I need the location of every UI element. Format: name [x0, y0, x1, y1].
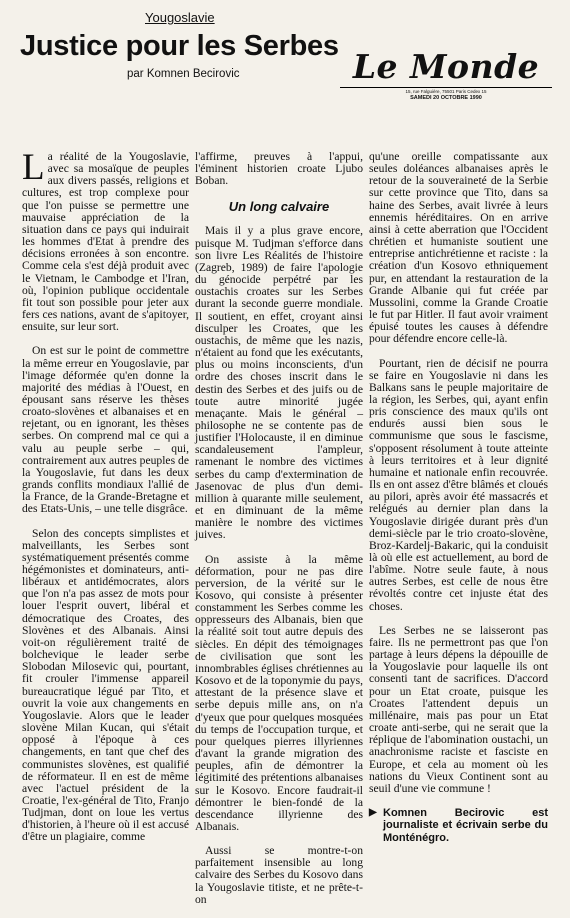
author-bio-text: Komnen Becirovic est journaliste et écrivain serbe du Monténégro.	[383, 806, 548, 844]
paragraph: Les Serbes ne se laisseront pas faire. Ils ne permettront pas que l'on partage à leurs dépens la dépouille de la Yougoslavie pour laquelle ils ont consenti tant de sacrifices. D'accord pour un Etat croate, puisque les Croates l'attendent depuis un millénaire, mais pas pour un Etat croate anti-serbe, qui ne serait que la réplique de l'abomination oustachi, un anachronisme raciste et fasciste en Europe, et cela au moment où les nations du Vieux Continent sont au seuil d'une vie commune !	[369, 623, 548, 795]
masthead-address: 15, rue Falguière, 75501 Paris Cedex 15	[405, 89, 487, 94]
drop-cap: L	[22, 147, 45, 188]
paragraph: Mais il y a plus grave encore, puisque M. Tudjman s'efforce dans son livre Les Réalités de l'histoire (Zagreb, 1989) de faire l'apologie du génocide perpétré par les oustachis croates sur les Serbes durant la seconde guerre mondiale. Il soutient, en effet, croyant ainsi disculper les Croates, que les oustachis, de même que les nazis, n'étaient au fond que les exécutants, plus ou moins inconscients, d'un ordre des choses inscrit dans le destin des Serbes et des juifs ou de toute autre minorité jugée menaçante. Mais le général – philosophe ne se contente pas de justifier l'Holocauste, il en diminue scandaleusement l'ampleur, ramenant le nombre des victimes serbes du camp d'extermination de Jasenovac de plus d'un demi-million à quarante mille seulement, et en diminuant de la même manière le nombre des victimes juives.	[195, 224, 363, 542]
triangle-bullet-icon: ▶	[369, 806, 377, 818]
subheading: Un long calvaire	[228, 199, 330, 215]
paragraph: On assiste à la même déformation, pour ne pas dire perversion, de la vérité sur le Kosovo, qui consiste à présenter constamment les Serbes comme les oppresseurs des Albanais, bien que la réalité soit tout autre depuis des siècles. En dépit des témoignages de civilisation que sont les innombrables églises chrétiennes au Kosovo et de la toponymie du pays, attestant de la présence slave et serbe depuis mille ans, on n'a d'yeux que pour quelques mosquées du temps de l'occupation turque, et pour quelques pierres illyriennes d'avant la grande migration des peuples, afin de démontrer la légitimité des prétentions albanaises sur le Kosovo. Encore faudrait-il démontrer le bien-fondé de la descendance illyrienne des Albanais.	[195, 552, 363, 833]
paragraph: l'affirme, preuves à l'appui, l'éminent historien croate Ljubo Boban.	[195, 150, 363, 188]
paragraph: Aussi se montre-t-on parfaitement insensible au long calvaire des Serbes du Kosovo dans la Yougoslavie titiste, et ne prête-t-on	[195, 844, 363, 906]
article-column-2	[195, 151, 363, 918]
article-column-3	[369, 151, 548, 844]
author-bio	[369, 807, 548, 845]
paragraph: On est sur le point de commettre la même erreur en Yougoslavie, par l'image déformée qu'en donne la majorité des médias à l'Ouest, en épousant sans réserve les thèses croato-slovènes et albanaises et en rejetant, ou en ignorant, les thèses serbes. On comprend mal ce qui a valu au peuple serbe – qui, contrairement aux autres peuples de la Yougoslavie, fut dans les deux grands conflits mondiaux l'allié de la France, de la Grande-Bretagne et des Etats-Unis, – une telle disgrâce.	[22, 344, 189, 516]
paragraph-text: a réalité de la Yougoslavie, avec sa mosaïque de peuples aux divers passés, religions et cultures, est trop complexe pour que l'on puisse se permettre une mauvaise appréciation de la situation dans ce pays qui induirait les hommes d'Etat à prendre des décisions erronées à son encontre. Comme cela s'est déjà produit avec le Vietnam, le Cambodge et l'Iran, où, l'opinion publique occidentale fit tout son possible pour jeter aux fers ces nations, avant de s'apitoyer, ensuite, sur leur sort.	[22, 150, 189, 334]
paragraph: qu'une oreille compatissante aux seules doléances albanaises après le retour de la souveraineté de la Serbie sur cette province que Tito, dans sa haine des Serbes, avait livrée à leurs ennemis héréditaires. On en arrive ainsi à cette aberration que l'Occident chrétien et humaniste soutient une entreprise antichrétienne et raciste : la création d'un Kosovo ethniquement pur, en attendant la restauration de la Grande Albanie qui fut créée par Mussolini, comme la Grande Croatie le fut par Hitler. Il faut avoir vraiment épuisé toutes les causes à défendre pour défendre encore celle-là.	[369, 150, 548, 346]
masthead-date: SAMEDI 20 OCTOBRE 1990	[410, 95, 482, 101]
paragraph: Selon des concepts simplistes et malveillants, les Serbes sont systématiquement présentés comme hégémonistes et dominateurs, anti-libéraux et antidémocrates, alors que l'on n'a pas assez de mots pour louer l'esprit ouvert, libéral et démocratique des Croates, des Slovènes et des Albanais. Ainsi voit-on régulièrement traité de bolchevique le leader serbe Slobodan Milosevic qui, pourtant, fit crouler l'immense appareil bureaucratique légué par Tito, et ouvrit la voie aux changements en Yougoslavie. Alors que le leader slovène Milan Kucan, qui s'était opposé à l'époque à ces changements, en tant que chef des communistes slovènes, est qualifié de réformateur. Il en est de même avec l'actuel président de la Croatie, l'ex-général de Tito, Franjo Tudjman, dont on loue les vertus d'historien, à l'heure où il est accusé d'être un plagiaire, comme	[22, 526, 189, 844]
section-label: Yougoslavie	[145, 10, 215, 25]
paragraph: Pourtant, rien de décisif ne pourra se faire en Yougoslavie ni dans les Balkans sans le peuple majoritaire de la région, les Serbes, qui, ayant enfin pris conscience des maux qu'ils ont endurés aussi bien sous le communisme que sous le fascisme, s'opposent résolument à toute atteinte à leurs territoires et à leur dignité humaine et nationale enfin recouvrée. Ils en ont assez d'être blâmés et cloués au pilori, après avoir été massacrés et relégués au dernier plan dans la Yougoslavie dirigée durant près d'un demi-siècle par le trio croato-slovène, Broz-Kardelj-Bakaric, qui la conduisit là où elle est actuellement, au bord de l'abîme. Notre seule faute, à nous autres Serbes, est celle de nous être révoltés contre cet injuste état des choses.	[369, 356, 548, 613]
paragraph	[22, 147, 189, 334]
article-title: Justice pour les Serbes	[20, 30, 339, 62]
byline: par Komnen Becirovic	[127, 68, 240, 80]
article-column-1	[22, 147, 189, 856]
masthead-logo: Le Monde	[352, 47, 540, 86]
masthead	[340, 48, 552, 102]
